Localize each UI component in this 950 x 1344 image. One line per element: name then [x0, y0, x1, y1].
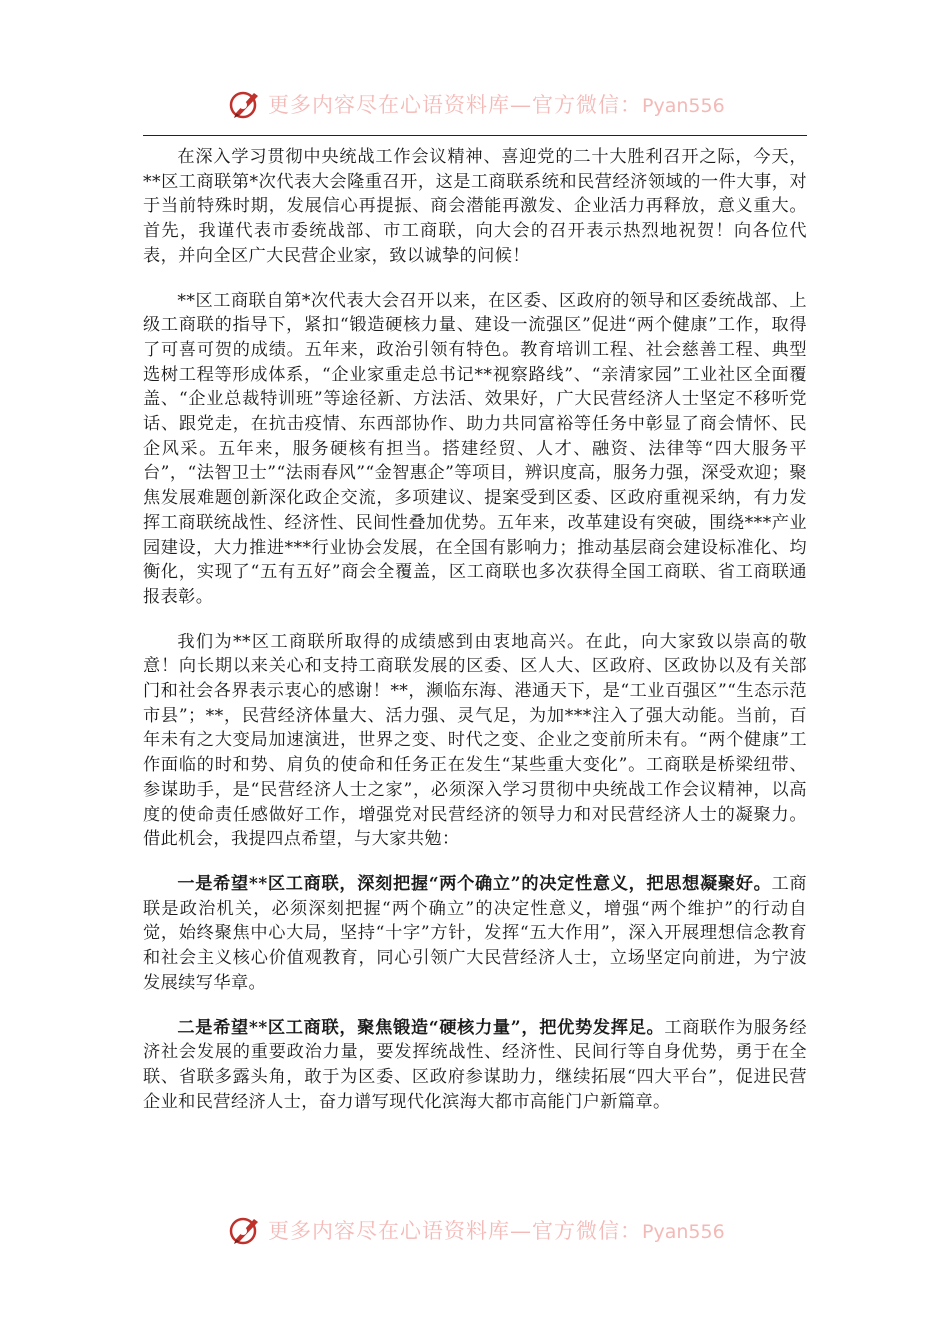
paragraph-4 [143, 872, 807, 996]
banner-text [268, 89, 725, 119]
header-divider [143, 135, 807, 136]
document-body [143, 145, 807, 1134]
header-banner [0, 84, 950, 124]
footer-banner [0, 1210, 950, 1250]
banner-content [228, 1210, 725, 1250]
wechat-id: Pyan556 [642, 95, 725, 117]
wechat-id: Pyan556 [642, 1221, 725, 1243]
paragraph-text: 我们为**区工商联所取得的成绩感到由衷地高兴。在此，向大家致以崇高的敬意！向长期以来关心和支持工商联发展的区委、区人大、区政府、区政协以及有关部门和社会各界表示衷心的感谢！**，濒临东海、港通天下，是“工业百强区”“生态示范市县”；**，民营经济体量大、活力强、灵气足，为加***注入了强大动能。当前，百年未有之大变局加速演进，世界之变、时代之变、企业之变前所未有。“两个健康”工作面临的时和势、肩负的使命和任务正在发生“某些重大变化”。工商联是桥梁纽带、参谋助手，是“民营经济人士之家”，必须深入学习贯彻中央统战工作会议精神，以高度的使命责任感做好工作，增强党对民营经济的领导力和对民营经济人士的凝聚力。借此机会，我提四点希望，与大家共勉： [143, 631, 807, 850]
banner-slogan: 更多内容尽在心语资料库—官方微信： [268, 93, 642, 117]
banner-content [228, 84, 725, 124]
pen-logo-icon [228, 1213, 262, 1247]
paragraph-text: 工商联是政治机关，必须深刻把握“两个确立”的决定性意义，增强“两个维护”的行动自觉，始终聚焦中心大局，坚持“十字”方针，发挥“五大作用”，深入开展理想信念教育和社会主义核心价值观教育，同心引领广大民营经济人士，立场坚定向前进，为宁波发展续写华章。 [143, 873, 807, 993]
paragraph-1 [143, 145, 807, 269]
paragraph-lead: 二是希望**区工商联，聚焦锻造“硬核力量”，把优势发挥足。 [177, 1017, 665, 1038]
banner-slogan: 更多内容尽在心语资料库—官方微信： [268, 1219, 642, 1243]
paragraph-2 [143, 289, 807, 610]
paragraph-text: 在深入学习贯彻中央统战工作会议精神、喜迎党的二十大胜利召开之际，今天，**区工商联第*次代表大会隆重召开，这是工商联系统和民营经济领域的一件大事，对于当前特殊时期，发展信心再提振、商会潜能再激发、企业活力再释放，意义重大。首先，我谨代表市委统战部、市工商联，向大会的召开表示热烈地祝贺！向各位代表，并向全区广大民营企业家，致以诚挚的问候！ [143, 147, 807, 266]
paragraph-text: 工商联作为服务经济社会发展的重要政治力量，要发挥统战性、经济性、民间行等自身优势，勇于在全联、省联多露头角，敢于为区委、区政府参谋助力，继续拓展“四大平台”，促进民营企业和民营经济人士，奋力谱写现代化滨海大都市高能门户新篇章。 [143, 1017, 808, 1112]
paragraph-5 [143, 1016, 807, 1115]
banner-text [268, 1215, 725, 1245]
pen-logo-icon [228, 87, 262, 121]
paragraph-3 [143, 630, 807, 852]
paragraph-lead: 一是希望**区工商联，深刻把握“两个确立”的决定性意义，把思想凝聚好。 [177, 873, 772, 894]
paragraph-text: **区工商联自第*次代表大会召开以来，在区委、区政府的领导和区委统战部、上级工商联的指导下，紧扣“锻造硬核力量、建设一流强区”促进“两个健康”工作，取得了可喜可贺的成绩。五年来，政治引领有特色。教育培训工程、社会慈善工程、典型选树工程等形成体系，“企业家重走总书记**视察路线”、“亲清家园”工业社区全面覆盖、“企业总裁特训班”等途径新、方法活、效果好，广大民营经济人士坚定不移听党话、跟党走，在抗击疫情、东西部协作、助力共同富裕等任务中彰显了商会情怀、民企风采。五年来，服务硬核有担当。搭建经贸、人才、融资、法律等“四大服务平台”，“法智卫士”“法雨春风”“金智惠企”等项目，辨识度高，服务力强，深受欢迎；聚焦发展难题创新深化政企交流，多项建议、提案受到区委、区政府重视采纳，有力发挥工商联统战性、经济性、民间性叠加优势。五年来，改革建设有突破，围绕***产业园建设，大力推进***行业协会发展，在全国有影响力；推动基层商会建设标准化、均衡化，实现了“五有五好”商会全覆盖，区工商联也多次获得全国工商联、省工商联通报表彰。 [143, 290, 807, 607]
